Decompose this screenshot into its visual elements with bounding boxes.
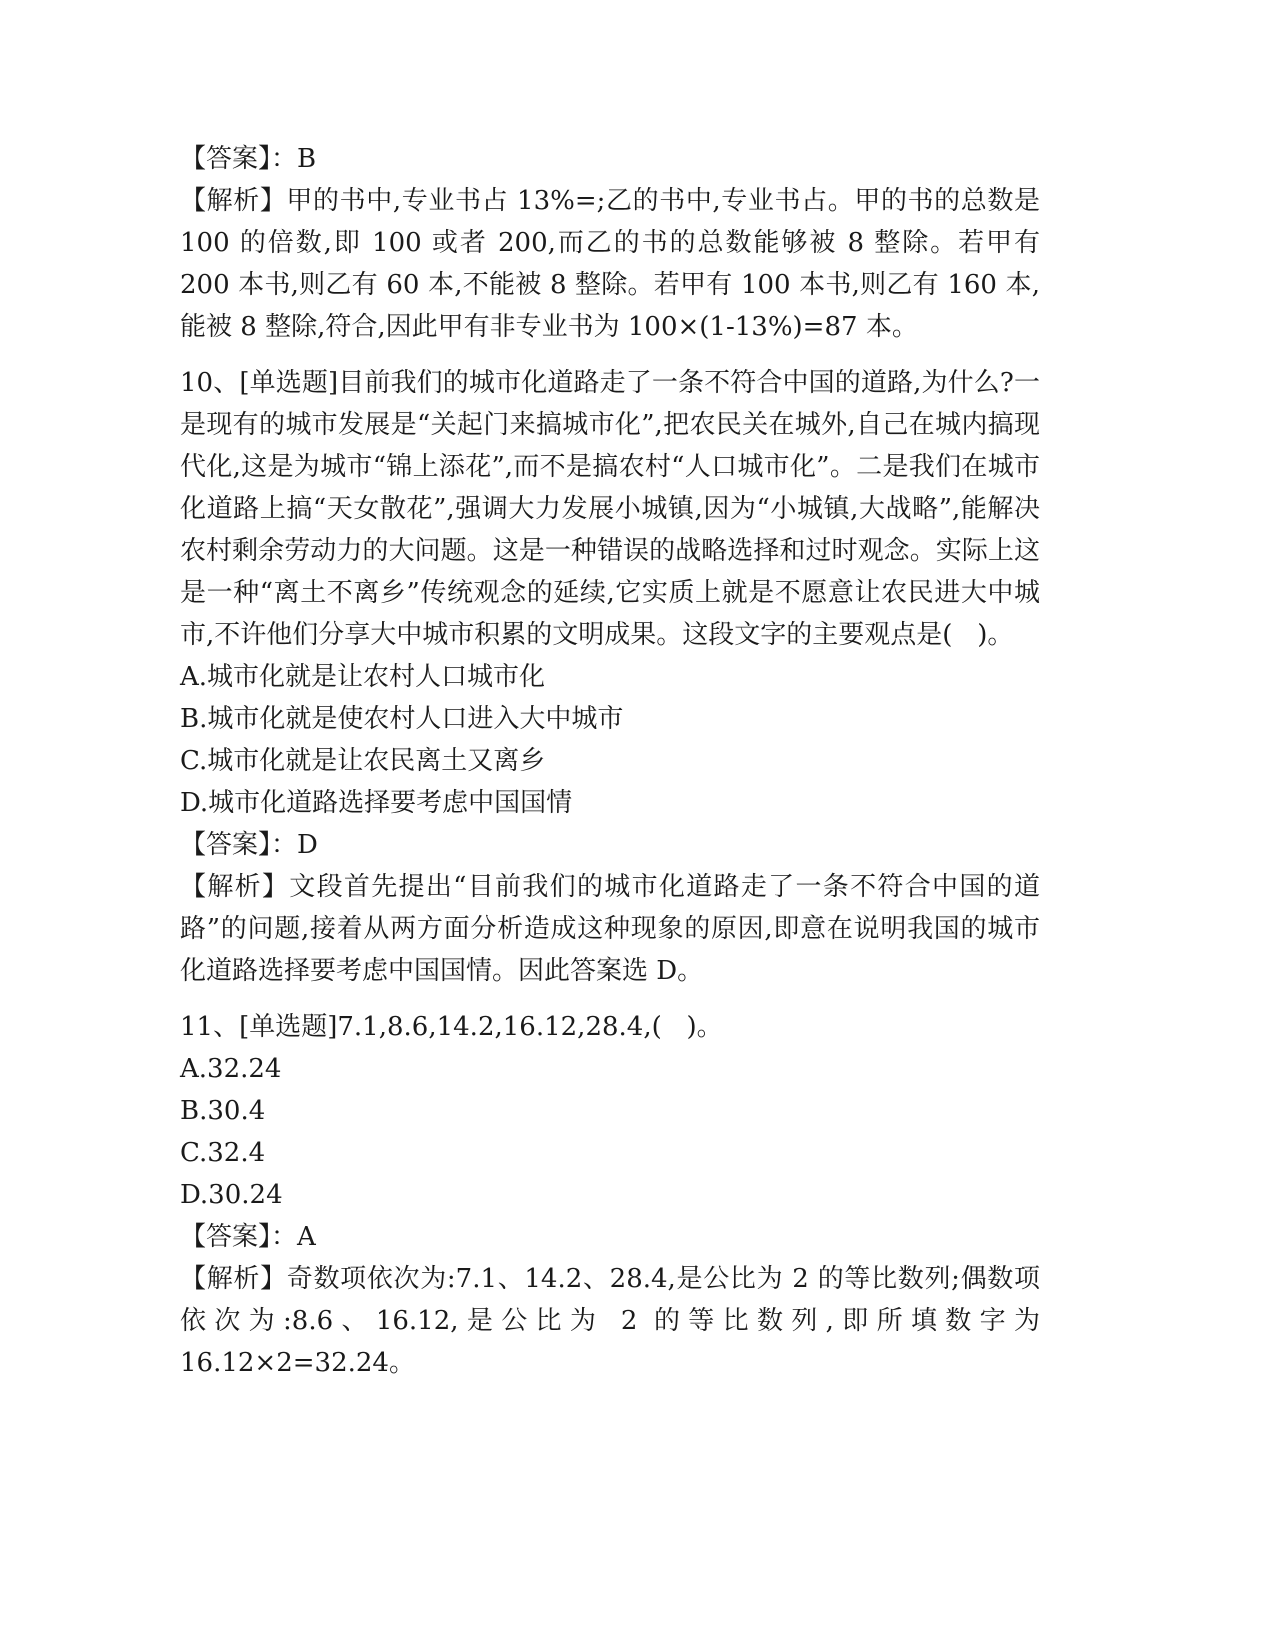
option-b: B.30.4 [180, 1096, 266, 1126]
option-d: D.城市化道路选择要考虑中国国情 [180, 788, 573, 818]
answer-line: 【答案】：D [180, 830, 318, 860]
question-11 [180, 1006, 1049, 1384]
option-c: C.城市化就是让农民离土又离乡 [180, 746, 546, 776]
answer-line: 【答案】：B [180, 144, 317, 174]
question-9-solution [180, 138, 1049, 348]
analysis-paragraph: 【解析】奇数项依次为:7.1、14.2、28.4,是公比为 2 的等比数列;偶数项依次为:8.6、16.12,是公比为 2 的等比数列,即所填数字为 16.12×2=32.24。 [180, 1264, 1049, 1378]
analysis-paragraph: 【解析】文段首先提出“目前我们的城市化道路走了一条不符合中国的道路”的问题,接着从两方面分析造成这种现象的原因,即意在说明我国的城市化道路选择要考虑中国国情。因此答案选 D。 [180, 872, 1040, 986]
question-10 [180, 362, 1040, 992]
option-a: A.城市化就是让农村人口城市化 [180, 662, 546, 692]
option-d: D.30.24 [180, 1180, 283, 1210]
option-b: B.城市化就是使农村人口进入大中城市 [180, 704, 624, 734]
option-c: C.32.4 [180, 1138, 266, 1168]
question-stem: 10、[单选题]目前我们的城市化道路走了一条不符合中国的道路,为什么?一是现有的城市发展是“关起门来搞城市化”,把农民关在城外,自己在城内搞现代化,这是为城市“锦上添花”,而不是搞农村“人口城市化”。二是我们在城市化道路上搞“天女散花”,强调大力发展小城镇,因为“小城镇,大战略”,能解决农村剩余劳动力的大问题。这是一种错误的战略选择和过时观念。实际上这是一种“离土不离乡”传统观念的延续,它实质上就是不愿意让农民进大中城市,不许他们分享大中城市积累的文明成果。这段文字的主要观点是( )。 [180, 368, 1040, 650]
question-stem: 11、[单选题]7.1,8.6,14.2,16.12,28.4,( )。 [180, 1012, 723, 1042]
option-a: A.32.24 [180, 1054, 282, 1084]
analysis-paragraph: 【解析】甲的书中,专业书占 13%=;乙的书中,专业书占。甲的书的总数是 100 的倍数,即 100 或者 200,而乙的书的总数能够被 8 整除。若甲有 200 本书,则乙有 60 本,不能被 8 整除。若甲有 100 本书,则乙有 160 本,能被 8 整除,符合,因此甲有非专业书为 100×(1-13%)=87 本。 [180, 186, 1049, 342]
document-page [180, 138, 1049, 1398]
answer-line: 【答案】：A [180, 1222, 316, 1252]
